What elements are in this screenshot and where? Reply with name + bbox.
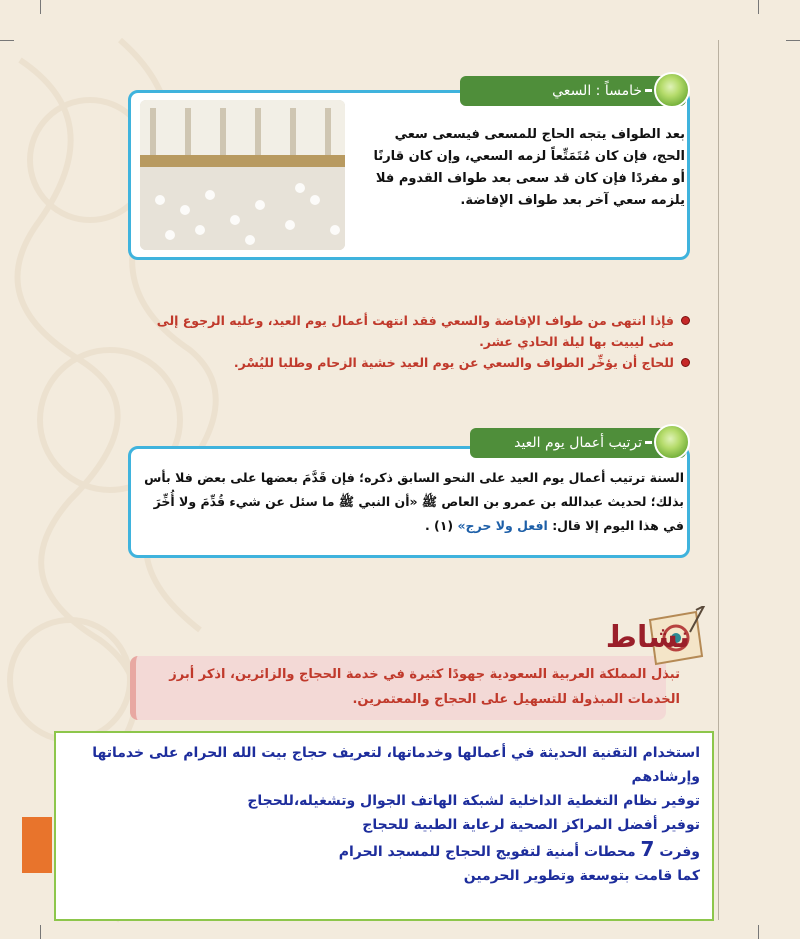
order-ref: (١) .	[424, 518, 454, 533]
order-text-main: السنة ترتيب أعمال يوم العيد على النحو السابق ذكره؛ فإن قَدَّمَ بعضها على بعض فلا بأس بذلك؛ لحديث عبدالله بن عمرو بن العاص ﷺ «أن النبي ﷺ ما سئل عن شيء قُدِّمَ ولا أُخِّرَ في هذا اليوم إلا قال:	[144, 470, 684, 533]
tab-dash-icon	[645, 441, 652, 444]
red-bullet-icon	[681, 358, 690, 367]
answer-line-4-pre: وفرت	[659, 844, 700, 860]
masaa-photo	[140, 100, 345, 250]
margin-line	[718, 40, 719, 920]
list-item	[130, 352, 690, 373]
red-bullet-icon	[681, 316, 690, 325]
bullet-list	[130, 310, 690, 373]
tab-dash-icon	[645, 89, 652, 92]
answer-line-2: توفير نظام التغطية الداخلية لشبكة الهاتف الجوال وتشغيله،للحجاج	[247, 793, 700, 809]
answer-number: 7	[640, 837, 655, 861]
order-title: ترتيب أعمال يوم العيد	[514, 435, 642, 451]
answer-line-1: استخدام التقنية الحديثة في أعمالها وخدماتها، لتعريف حجاج بيت الله الحرام على خدماتها وإرشادهم	[92, 745, 700, 785]
answer-text	[64, 741, 700, 888]
answer-box	[54, 731, 714, 921]
tab-bullet-icon	[654, 424, 690, 460]
crop-mark	[786, 40, 800, 41]
saee-text: بعد الطواف يتجه الحاج للمسعى فيسعى سعي الحج، فإن كان مُتَمَتِّعاً لزمه السعي، وإن كان قارنًا أو مفردًا فإن كان قد سعى بعد طواف القدوم فلا يلزمه سعي آخر بعد طواف الإفاضة.	[373, 127, 685, 208]
crop-mark	[758, 0, 759, 14]
order-text	[134, 466, 684, 538]
activity-title: نشاط	[605, 620, 690, 655]
saee-title-tab	[460, 76, 686, 106]
answer-line-3: توفير أفضل المراكز الصحية لرعاية الطبية للحجاج	[362, 817, 700, 833]
crop-mark	[40, 0, 41, 14]
saee-title: خامساً : السعي	[552, 83, 642, 99]
tab-bullet-icon	[654, 72, 690, 108]
answer-line-5: كما قامت بتوسعة وتطوير الحرمين	[463, 868, 700, 884]
order-quote: افعل ولا حرج»	[457, 518, 548, 533]
order-title-tab	[470, 428, 686, 458]
bullet-text: للحاج أن يؤخِّر الطواف والسعي عن يوم العيد خشية الزحام وطلبا لليُسْر.	[233, 355, 674, 370]
crop-mark	[758, 925, 759, 939]
bullet-text: فإذا انتهى من طواف الإفاضة والسعي فقد انتهت أعمال يوم العيد، وعليه الرجوع إلى منى ليبيت بها ليلة الحادي عشر.	[156, 313, 674, 349]
list-item	[130, 310, 690, 352]
answer-line-4	[64, 837, 700, 864]
crop-mark	[0, 40, 14, 41]
answer-line-4-post: محطات أمنية لتفويج الحجاج للمسجد الحرام	[338, 844, 636, 860]
activity-text: تبذل المملكة العربية السعودية جهودًا كثيرة في خدمة الحجاج والزائرين، اذكر أبرز الخدمات المبذولة للتسهيل على الحجاج والمعتمرين.	[169, 667, 680, 707]
orange-tab	[22, 817, 52, 873]
crop-mark	[40, 925, 41, 939]
